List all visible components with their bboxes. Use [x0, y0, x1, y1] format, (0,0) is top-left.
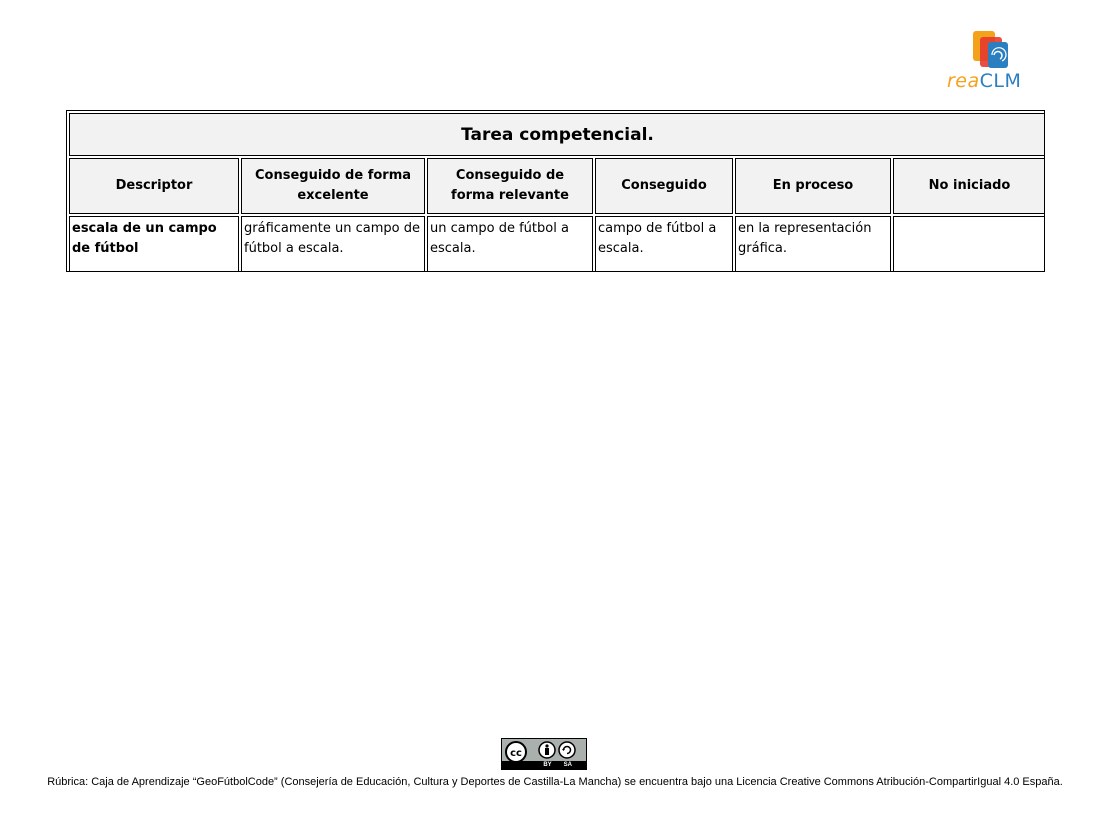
rubric-table	[67, 111, 1045, 272]
cc-by-label: BY	[543, 762, 552, 768]
header-no-iniciado: No iniciado	[893, 158, 1045, 214]
reaclm-logo-icon	[944, 28, 1039, 74]
rubric-header-row	[69, 158, 1045, 214]
cell-relevante: un campo de fútbol a escala.	[427, 216, 593, 272]
header-descriptor: Descriptor	[69, 158, 239, 214]
logo-wordmark-rea: rea	[947, 70, 980, 92]
cell-en-proceso: en la representación gráfica.	[735, 216, 891, 272]
reaclm-logo	[944, 28, 1039, 98]
creative-commons-by-sa-icon	[502, 739, 586, 763]
cell-descriptor: escala de un campo de fútbol	[69, 216, 239, 272]
table-row	[69, 216, 1045, 272]
header-en-proceso: En proceso	[735, 158, 891, 214]
logo-wordmark-clm: CLM	[979, 70, 1022, 92]
cc-sa-label: SA	[563, 762, 572, 768]
header-excelente: Conseguido de forma excelente	[241, 158, 425, 214]
cc-badge-bar	[502, 761, 586, 769]
logo-wordmark	[947, 72, 1021, 91]
cell-excelente: gráficamente un campo de fútbol a escala.	[241, 216, 425, 272]
license-footer-text: Rúbrica: Caja de Aprendizaje “GeoFútbolCode” (Consejería de Educación, Cultura y Deportes de Castilla-La Mancha) se encuentra bajo una Licencia Creative Commons Atribución-CompartirIgual 4.0 España.	[47, 776, 1063, 788]
svg-text:cc: cc	[510, 748, 522, 759]
rubric-title: Tarea competencial.	[69, 113, 1045, 156]
cell-conseguido: campo de fútbol a escala.	[595, 216, 733, 272]
rubric-table-container	[66, 110, 1045, 272]
header-relevante: Conseguido de forma relevante	[427, 158, 593, 214]
cell-no-iniciado	[893, 216, 1045, 272]
header-conseguido: Conseguido	[595, 158, 733, 214]
creative-commons-badge	[501, 738, 587, 770]
